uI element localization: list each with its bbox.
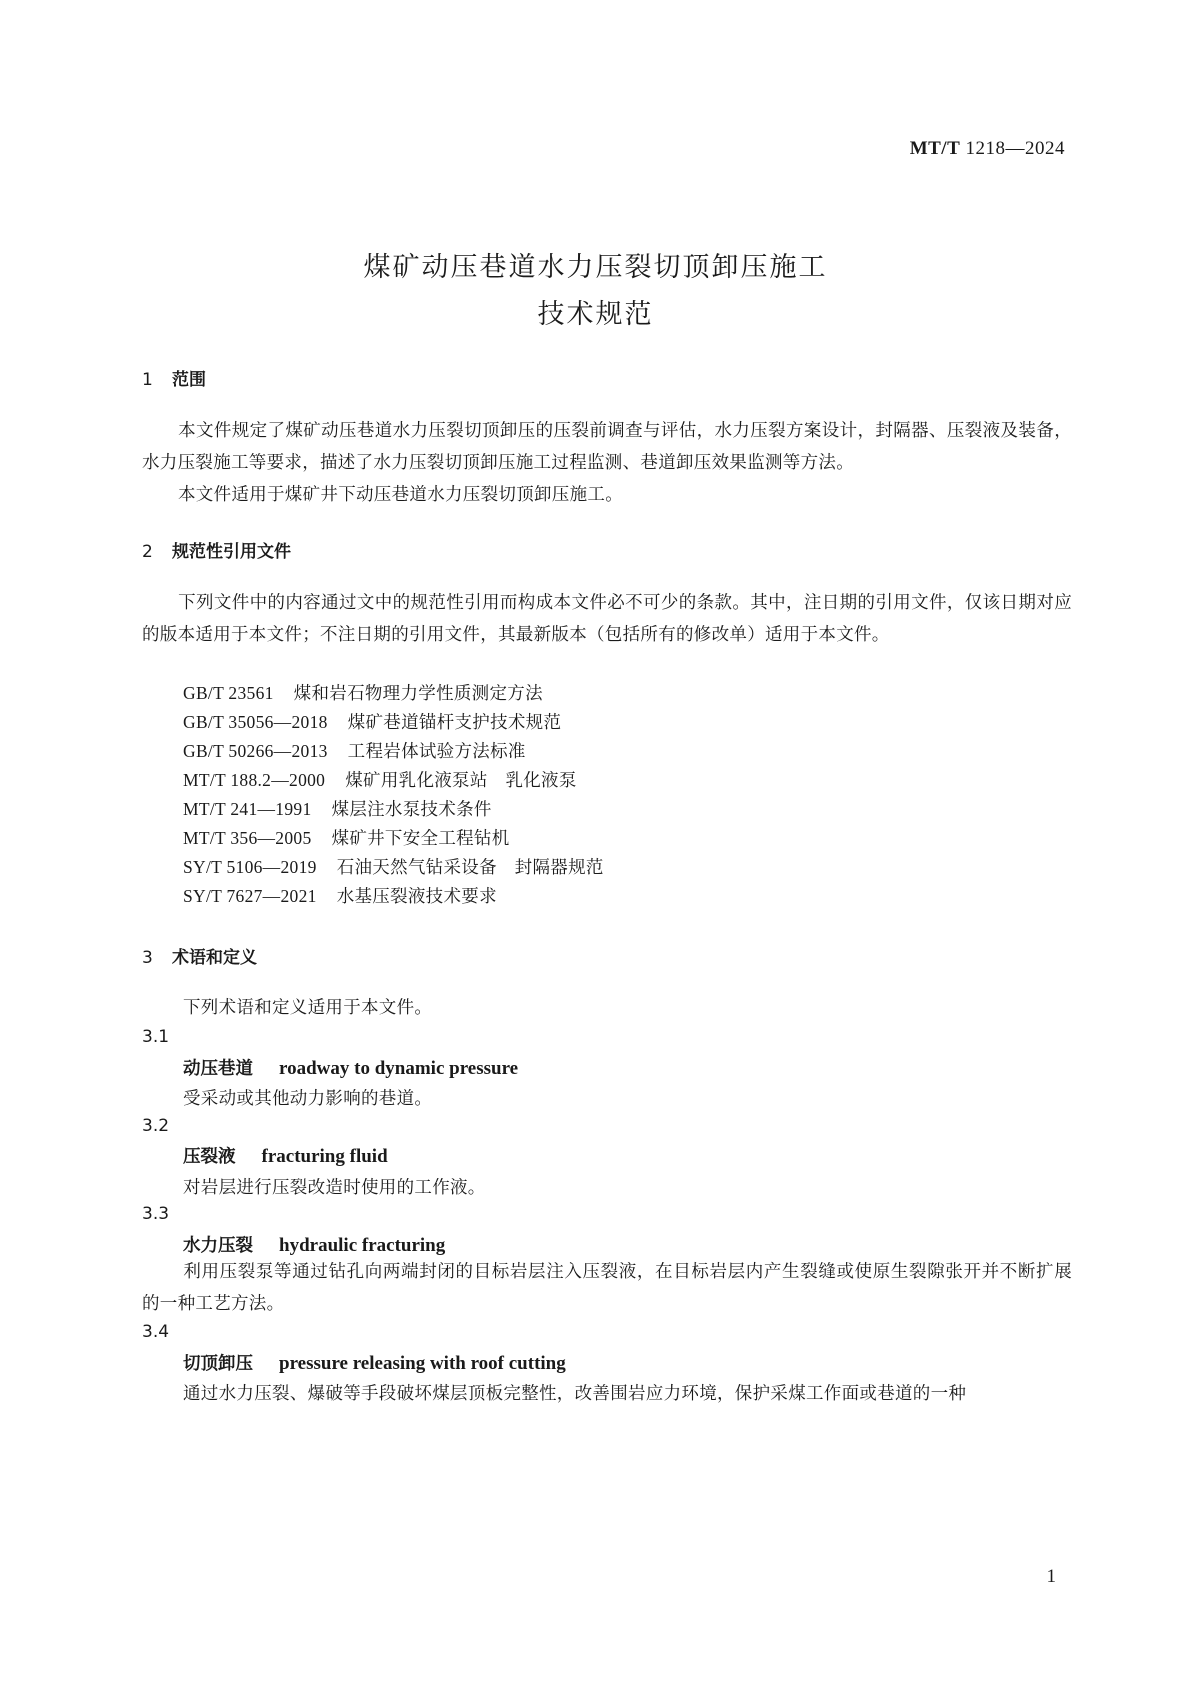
reference-code: MT/T 241—1991 (183, 799, 312, 819)
reference-code: GB/T 23561 (183, 683, 274, 703)
reference-name: 煤层注水泵技术条件 (331, 800, 492, 820)
reference-item (183, 854, 604, 879)
reference-code: MT/T 188.2—2000 (183, 770, 326, 790)
term-en: pressure releasing with roof cutting (279, 1353, 566, 1374)
term-definition: 受采动或其他动力影响的巷道。 (183, 1089, 433, 1109)
reference-code: GB/T 50266—2013 (183, 741, 328, 761)
document-title-line2: 技术规范 (537, 299, 654, 330)
section-title: 规范性引用文件 (172, 542, 291, 562)
term-en: fracturing fluid (261, 1146, 388, 1167)
standard-number: 1218—2024 (965, 138, 1065, 159)
scope-paragraph-1 (142, 415, 1072, 479)
section-number: 3 (142, 948, 153, 968)
term-definition-text: 利用压裂泵等通过钻孔向两端封闭的目标岩层注入压裂液，在目标岩层内产生裂缝或使原生裂隙张开并不断扩展的一种工艺方法。 (142, 1262, 1072, 1314)
section-title: 范围 (172, 370, 206, 390)
term-zh: 压裂液 (183, 1147, 236, 1167)
reference-name: 煤矿用乳化液泵站 乳化液泵 (345, 771, 577, 791)
reference-item (183, 825, 510, 850)
reference-name: 煤和岩石物理力学性质测定方法 (293, 684, 543, 704)
section-number: 2 (142, 542, 153, 562)
reference-code: GB/T 35056—2018 (183, 712, 328, 732)
reference-item (183, 680, 543, 705)
term-entry (183, 1055, 518, 1080)
scope-text-2: 本文件适用于煤矿井下动压巷道水力压裂切顶卸压施工。 (178, 485, 623, 505)
document-title-line1: 煤矿动压巷道水力压裂切顶卸压施工 (363, 252, 828, 283)
term-zh: 切顶卸压 (183, 1354, 253, 1374)
normative-refs-intro (142, 587, 1072, 651)
reference-name: 水基压裂液技术要求 (336, 887, 497, 907)
page-number: 1 (1046, 1566, 1056, 1587)
term-number: 3.2 (142, 1116, 170, 1136)
reference-name: 煤矿巷道锚杆支护技术规范 (347, 713, 562, 733)
reference-item (183, 796, 492, 821)
terms-intro: 下列术语和定义适用于本文件。 (183, 998, 433, 1018)
term-zh: 动压巷道 (183, 1059, 253, 1079)
term-number: 3.3 (142, 1204, 170, 1224)
section-heading-scope (142, 365, 206, 390)
reference-name: 煤矿井下安全工程钻机 (331, 829, 510, 849)
reference-code: SY/T 5106—2019 (183, 857, 317, 877)
standard-prefix: MT/T (909, 138, 961, 159)
reference-code: MT/T 356—2005 (183, 828, 312, 848)
term-number: 3.4 (142, 1322, 170, 1342)
standard-code (910, 138, 1065, 160)
term-definition (142, 1256, 1072, 1320)
scope-text-1: 本文件规定了煤矿动压巷道水力压裂切顶卸压的压裂前调查与评估，水力压裂方案设计，封隔器、压裂液及装备，水力压裂施工等要求，描述了水力压裂切顶卸压施工过程监测、巷道卸压效果监测等方法。 (142, 421, 1072, 473)
term-en: roadway to dynamic pressure (279, 1058, 519, 1079)
section-heading-normative-refs (142, 537, 291, 562)
term-zh: 水力压裂 (183, 1236, 253, 1256)
normative-refs-intro-text: 下列文件中的内容通过文中的规范性引用而构成本文件必不可少的条款。其中，注日期的引用文件，仅该日期对应的版本适用于本文件；不注日期的引用文件，其最新版本（包括所有的修改单）适用于本文件。 (142, 593, 1072, 645)
section-number: 1 (142, 370, 153, 390)
reference-item (183, 767, 577, 792)
term-definition: 通过水力压裂、爆破等手段破坏煤层顶板完整性，改善围岩应力环境，保护采煤工作面或巷道的一种 (183, 1384, 967, 1404)
reference-name: 工程岩体试验方法标准 (347, 742, 526, 762)
reference-item (183, 883, 497, 908)
term-number: 3.1 (142, 1027, 170, 1047)
scope-paragraph-2 (142, 479, 1072, 511)
term-definition: 对岩层进行压裂改造时使用的工作液。 (183, 1178, 486, 1198)
term-entry (183, 1350, 566, 1375)
section-heading-terms (142, 943, 257, 968)
reference-name: 石油天然气钻采设备 封隔器规范 (336, 858, 604, 878)
reference-code: SY/T 7627—2021 (183, 886, 317, 906)
term-entry (183, 1143, 388, 1168)
section-title: 术语和定义 (172, 948, 257, 968)
reference-item (183, 709, 561, 734)
term-entry (183, 1232, 445, 1257)
reference-item (183, 738, 526, 763)
term-en: hydraulic fracturing (279, 1235, 446, 1256)
